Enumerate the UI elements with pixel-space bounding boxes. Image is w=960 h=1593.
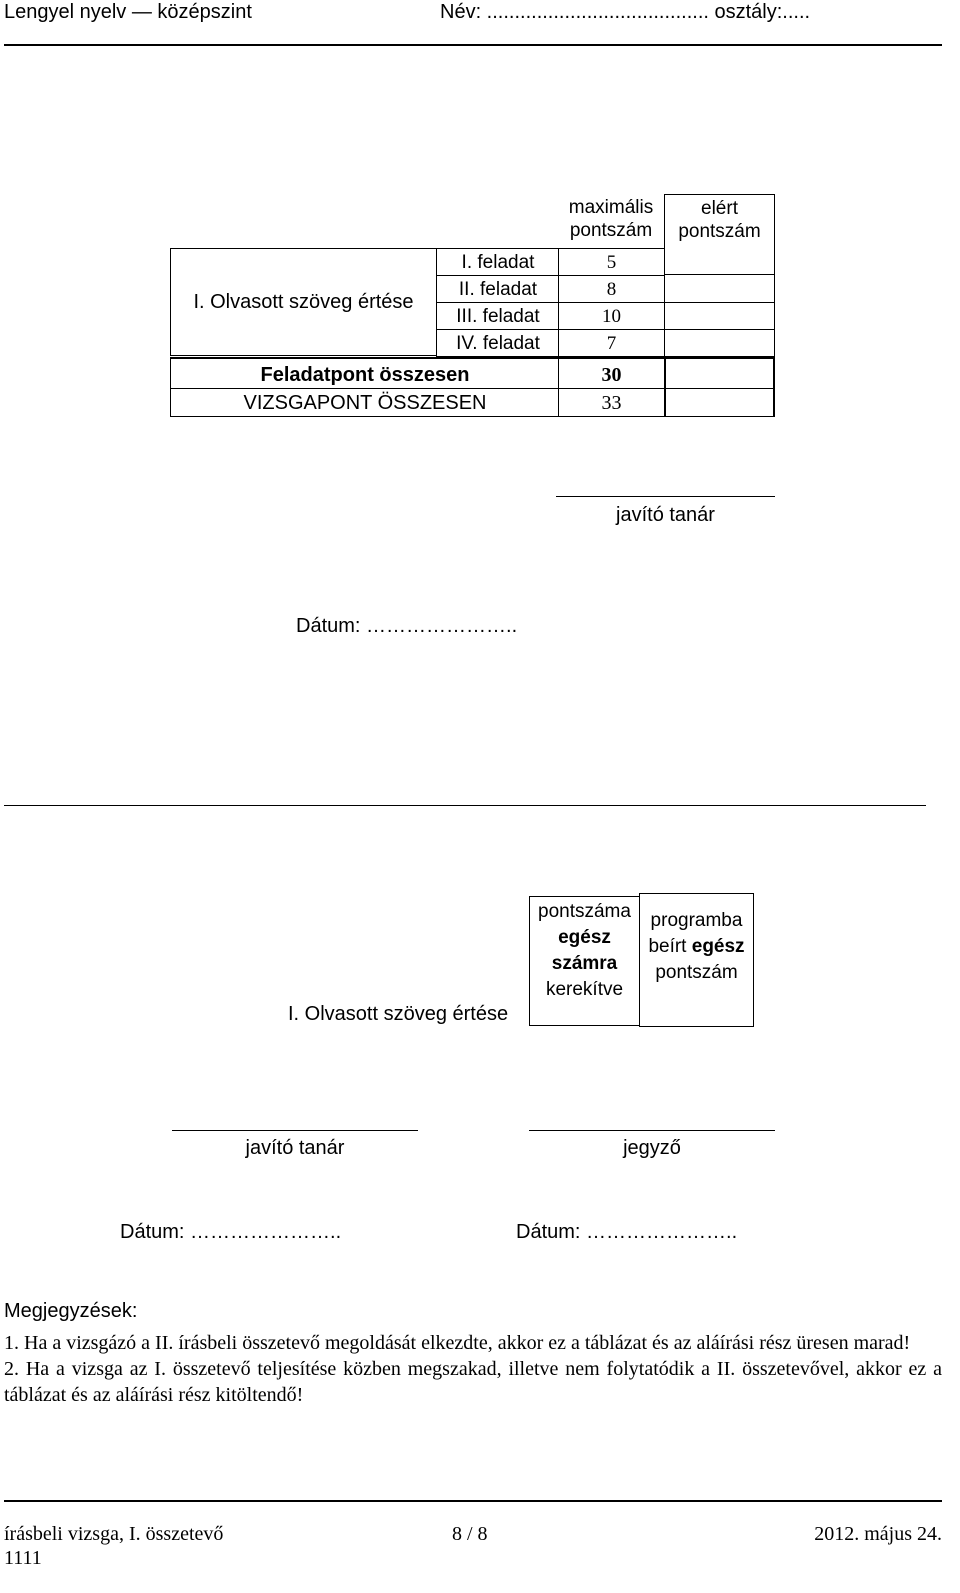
note-item: 2. Ha a vizsga az I. összetevő teljesítése közben megszakad, illetve nem folytatódik a II. összetevővel, akkor ez a táblázat és az aláírási rész kitöltendő!	[4, 1358, 942, 1406]
header-name-field: Név: ........................................ osztály:.....	[440, 1, 811, 23]
date-field-left[interactable]: Dátum: …………………..	[120, 1221, 342, 1243]
signature-line[interactable]	[172, 1130, 418, 1131]
footer-rule	[4, 1500, 942, 1502]
header-subject: Lengyel nyelv — középszint	[4, 1, 252, 23]
subtotal-label: Feladatpont összesen	[170, 357, 559, 389]
footer-date: 2012. május 24.	[814, 1523, 942, 1545]
rounded-score-cell[interactable]	[529, 896, 639, 1026]
signature-role: javító tanár	[616, 504, 715, 526]
total-max: 33	[558, 389, 664, 417]
signature-role-right: jegyző	[623, 1137, 681, 1159]
header-rule	[4, 44, 942, 46]
date-field-right[interactable]: Dátum: …………………..	[516, 1221, 738, 1243]
col-got-header: elért pontszám	[664, 194, 775, 274]
rounding-section-label: I. Olvasott szöveg értése	[288, 1003, 509, 1025]
task-max: 7	[558, 329, 664, 357]
total-label: VIZSGAPONT ÖSSZESEN	[170, 389, 559, 417]
program-header-line: pontszám	[655, 962, 738, 983]
signature-role-left: javító tanár	[245, 1137, 345, 1159]
rounded-header-line: pontszáma	[538, 901, 631, 922]
task-max: 8	[558, 275, 664, 302]
note-item: 1. Ha a vizsgázó a II. írásbeli összetevő megoldását elkezdte, akkor ez a táblázat és az aláírási rész üresen marad!	[4, 1332, 911, 1354]
subtotal-max: 30	[558, 357, 664, 389]
footer-code: 1111	[4, 1547, 42, 1569]
task-got[interactable]	[664, 302, 775, 329]
rounded-header-line: kerekítve	[545, 979, 624, 1000]
task-got[interactable]	[664, 329, 775, 357]
signature-line[interactable]	[529, 1130, 775, 1131]
task-max: 5	[558, 248, 664, 275]
section-label-text: I. Olvasott szöveg értése	[193, 291, 414, 313]
section-label	[170, 248, 436, 356]
rounded-header-bold: egész	[558, 927, 611, 948]
date-field[interactable]: Dátum: …………………..	[296, 615, 518, 637]
signature-line[interactable]	[556, 496, 775, 497]
notes	[4, 1298, 942, 1408]
program-header-line: programba	[650, 910, 743, 931]
program-score-cell[interactable]	[639, 893, 754, 1027]
notes-label: Megjegyzések:	[4, 1300, 138, 1322]
total-got[interactable]	[664, 389, 775, 417]
section-divider	[4, 805, 926, 806]
task-label: IV. feladat	[436, 329, 559, 357]
task-label: II. feladat	[436, 275, 559, 302]
footer-left: írásbeli vizsga, I. összetevő	[4, 1523, 224, 1545]
program-header-pre: beírt	[648, 936, 692, 957]
task-got[interactable]	[664, 274, 775, 302]
task-label: III. feladat	[436, 302, 559, 329]
footer-page-number: 8 / 8	[452, 1523, 488, 1545]
subtotal-got[interactable]	[664, 357, 775, 389]
rounded-header-bold: számra	[551, 953, 618, 974]
task-label: I. feladat	[436, 248, 559, 275]
program-header-bold: egész	[691, 936, 745, 957]
col-max-header: maximális pontszám	[568, 197, 654, 241]
task-max: 10	[558, 302, 664, 329]
